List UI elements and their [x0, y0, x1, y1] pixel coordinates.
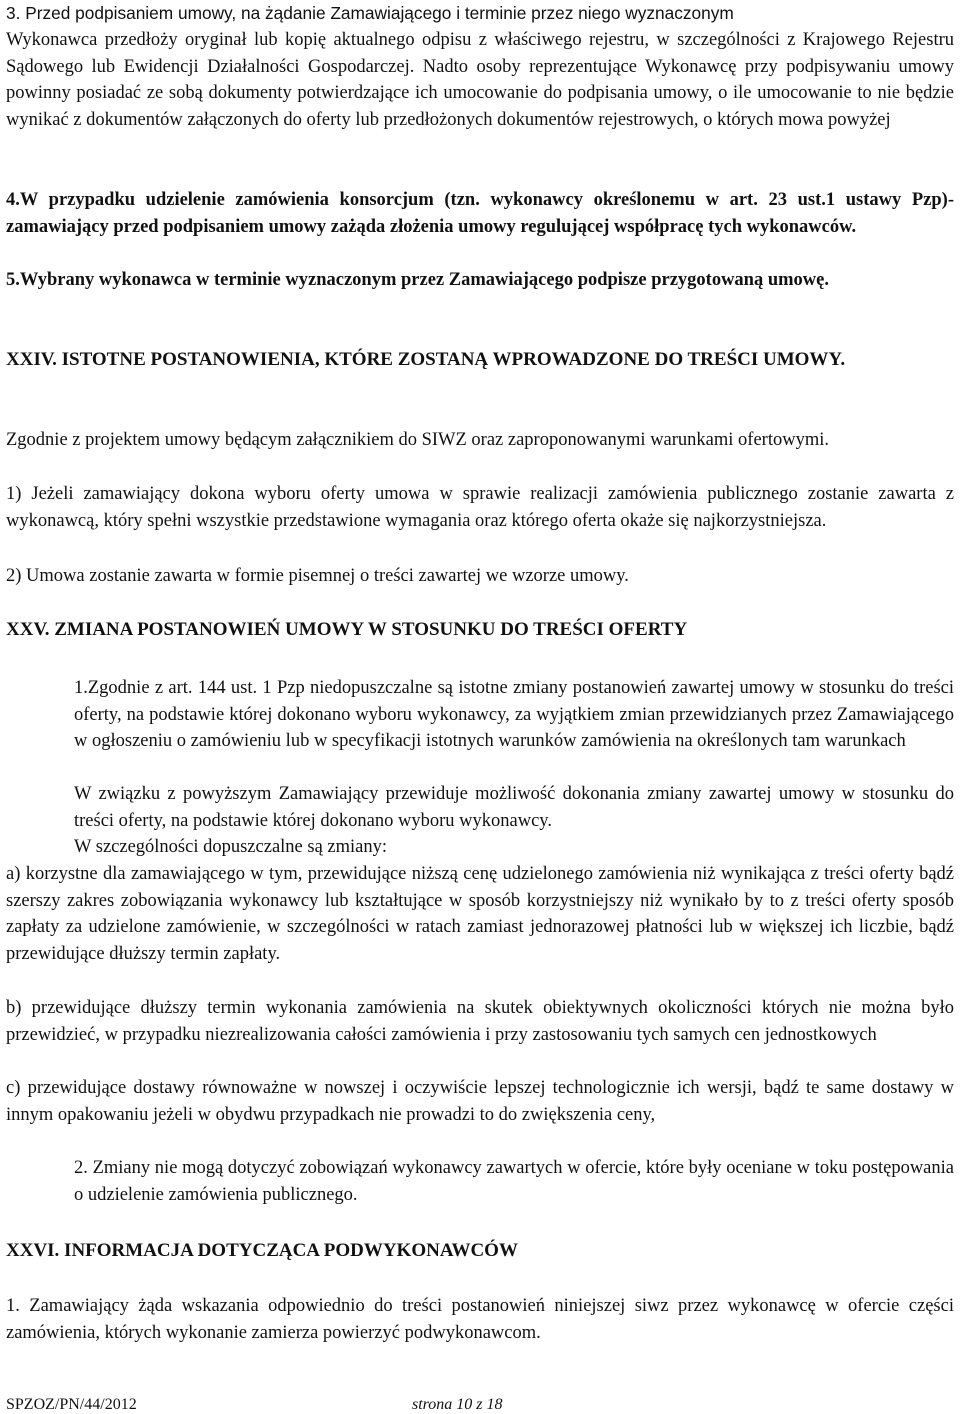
- xxv-item-2: 2. Zmiany nie mogą dotyczyć zobowiązań wykonawcy zawartych w ofercie, które były oceniane w toku postępowania o udzielenie zamówienia publicznego.: [74, 1158, 954, 1205]
- heading-xxv: XXV. ZMIANA POSTANOWIEŃ UMOWY W STOSUNKU DO TREŚCI OFERTY: [6, 619, 688, 640]
- xxv-paragraph-1: 1.Zgodnie z art. 144 ust. 1 Pzp niedopuszczalne są istotne zmiany postanowień zawartej umowy w stosunku do treści oferty, na podstawie której dokonano wyboru wykonawcy, za wyjątkiem zmian przewidzianych przez Zamawiającego w ogłoszeniu o zamówieniu lub w specyfikacji istotnych warunków zamówienia na określonych tam warunkach: [74, 678, 954, 752]
- xxiv-item-2: 2) Umowa zostanie zawarta w formie pisemnej o treści zawartej we wzorze umowy.: [6, 566, 629, 586]
- xxvi-item-1: 1. Zamawiający żąda wskazania odpowiednio do treści postanowień niniejszej siwz przez wykonawcę w ofercie części zamówienia, których wykonanie zamierza powierzyć podwykonawcom.: [6, 1296, 954, 1343]
- xxv-item-c: c) przewidujące dostawy równoważne w nowszej i oczywiście lepszej technologicznie ich wersji, bądź te same dostawy w innym opakowaniu jeżeli w obydwu przypadkach nie prowadzi to do zwiększenia ceny,: [6, 1078, 954, 1125]
- item-4-text: 4.W przypadku udzielenie zamówienia konsorcjum (tzn. wykonawcy określonemu w art. 23 ust.1 ustawy Pzp)- zamawiający przed podpisaniem umowy zażąda złożenia umowy regulującej współpracę tych wykonawców.: [6, 190, 954, 237]
- heading-xxiv: XXIV. ISTOTNE POSTANOWIENIA, KTÓRE ZOSTANĄ WPROWADZONE DO TREŚCI UMOWY.: [6, 349, 846, 370]
- xxiv-item-1: 1) Jeżeli zamawiający dokona wyboru oferty umowa w sprawie realizacji zamówienia publicznego zostanie zawarta z wykonawcą, który spełni wszystkie przedstawione wymagania oraz którego oferta okaże się najkorzystniejsza.: [6, 484, 954, 531]
- footer-doc-ref: SPZOZ/PN/44/2012: [6, 1396, 137, 1413]
- xxv-item-b: b) przewidujące dłuższy termin wykonania zamówienia na skutek obiektywnych okoliczności których nie można było przewidzieć, w przypadku niezrealizowania całości zamówienia i przy zastosowaniu tych samych cen jednostkowych: [6, 998, 954, 1045]
- item-5-text: 5.Wybrany wykonawca w terminie wyznaczonym przez Zamawiającego podpisze przygotowaną umowę.: [6, 270, 829, 290]
- item-3-first-line: 3. Przed podpisaniem umowy, na żądanie Zamawiającego i terminie przez niego wyznaczonym: [6, 3, 734, 23]
- xxv-paragraph-2: W związku z powyższym Zamawiający przewiduje możliwość dokonania zmiany zawartej umowy w stosunku do treści oferty, na podstawie której dokonano wyboru wykonawcy.: [74, 784, 954, 831]
- item-3-text: Wykonawca przedłoży oryginał lub kopię aktualnego odpisu z właściwego rejestru, w szczególności z Krajowego Rejestru Sądowego lub Ewidencji Działalności Gospodarczej. Nadto osoby reprezentujące Wykonawcę przy podpisywaniu umowy powinny posiadać ze sobą dokumenty potwierdzające ich umocowanie do podpisania umowy, o ile umocowanie to nie będzie wynikać z dokumentów załączonych do oferty lub przedłożonych dokumentów rejestrowych, o których mowa powyżej: [6, 30, 954, 130]
- footer-page-number: strona 10 z 18: [412, 1396, 503, 1413]
- xxv-paragraph-3: W szczególności dopuszczalne są zmiany:: [74, 837, 388, 857]
- xxv-item-a: a) korzystne dla zamawiającego w tym, przewidujące niższą cenę udzielonego zamówienia niż wynikająca z treści oferty bądź szerszy zakres zobowiązania wykonawcy lub kształtujące w sposób korzystniejszy niż wynikało by to z treści oferty sposób zapłaty za udzielone zamówienie, w szczególności w ratach zamiast jednorazowej płatności lub w większej ich liczbie, bądź przewidujące dłuższy termin zapłaty.: [6, 864, 954, 964]
- xxiv-intro: Zgodnie z projektem umowy będącym załącznikiem do SIWZ oraz zaproponowanymi warunkami ofertowymi.: [6, 430, 829, 450]
- heading-xxvi: XXVI. INFORMACJA DOTYCZĄCA PODWYKONAWCÓW: [6, 1240, 518, 1261]
